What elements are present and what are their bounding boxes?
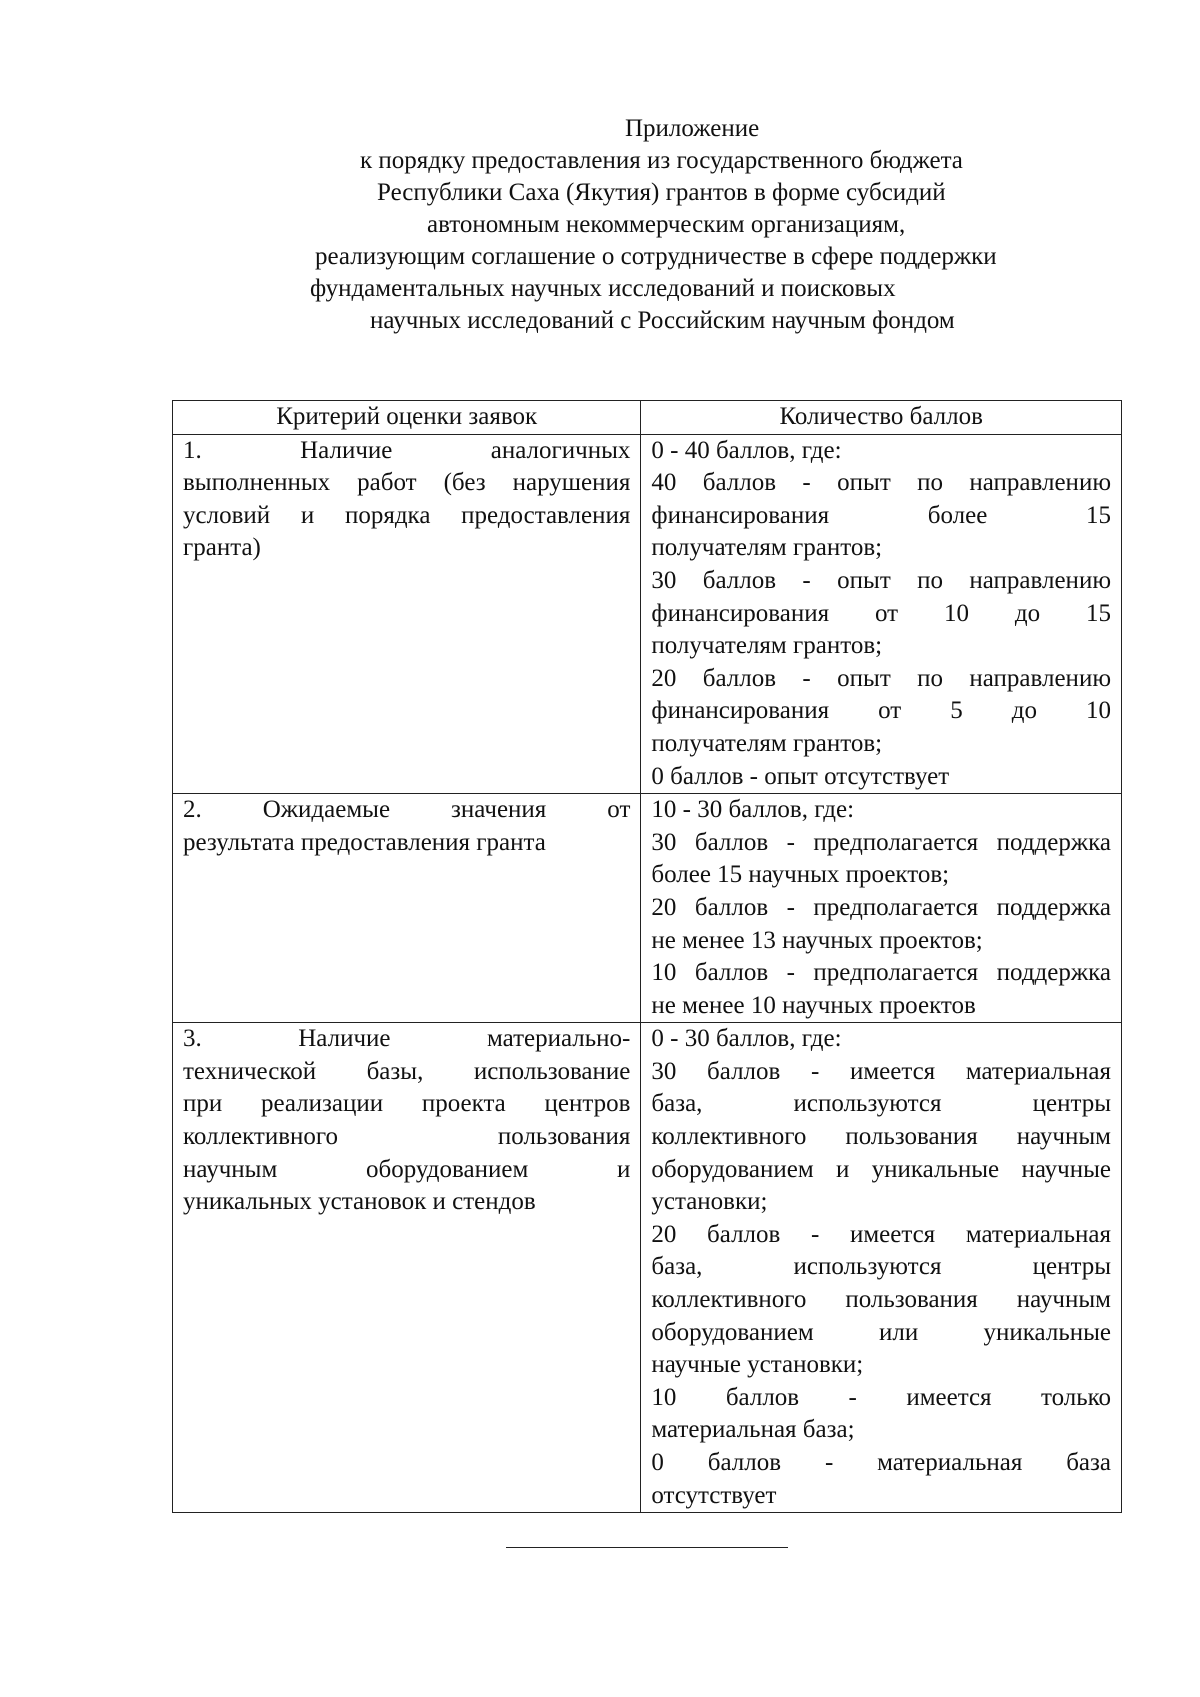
table-row <box>173 434 1122 794</box>
cell-line: 0 баллов - опыт отсутствует <box>651 762 950 790</box>
appendix-subtitle-line: Республики Саха (Якутия) грантов в форме субсидий <box>377 179 946 206</box>
appendix-subtitle-line: фундаментальных научных исследований и поисковых <box>310 275 896 302</box>
cell-line: финансирования более 15 <box>651 501 1111 529</box>
cell-line: 30 баллов - опыт по направлению <box>651 566 1111 594</box>
cell-line: получателям грантов; <box>651 729 883 757</box>
cell-line: 40 баллов - опыт по направлению <box>651 469 1111 497</box>
cell-line: 30 баллов - предполагается поддержка <box>651 828 1111 856</box>
appendix-subtitle-line: научных исследований с Российским научным фондом <box>370 307 955 334</box>
cell-line: не менее 13 научных проектов; <box>651 926 983 954</box>
cell-line: получателям грантов; <box>651 632 883 660</box>
cell-line: гранта) <box>183 534 261 562</box>
cell-line: научным оборудованием и <box>183 1155 631 1183</box>
cell-line: отсутствует <box>651 1481 777 1509</box>
cell-line: более 15 научных проектов; <box>651 861 950 889</box>
cell-line: при реализации проекта центров <box>183 1090 631 1118</box>
cell-line: финансирования от 5 до 10 <box>651 697 1111 725</box>
header-criterion: Критерий оценки заявок <box>173 401 641 435</box>
appendix-subtitle-line: к порядку предоставления из государственного бюджета <box>360 147 963 174</box>
cell-line: условий и порядка предоставления <box>183 501 631 529</box>
cell-line: 10 баллов - предполагается поддержка <box>651 959 1111 987</box>
table-header-row <box>173 401 1122 435</box>
criterion-cell <box>173 434 641 794</box>
cell-line: 1. Наличие аналогичных <box>183 436 631 464</box>
cell-line: оборудованием и уникальные научные <box>651 1155 1111 1183</box>
cell-line: выполненных работ (без нарушения <box>183 469 631 497</box>
cell-line: оборудованием или уникальные <box>651 1318 1111 1346</box>
cell-line: 10 - 30 баллов, где: <box>651 796 855 824</box>
criterion-cell <box>173 1023 641 1513</box>
cell-line: 2. Ожидаемые значения от <box>183 796 631 824</box>
appendix-title: Приложение <box>625 115 760 142</box>
cell-line: 20 баллов - опыт по направлению <box>651 664 1111 692</box>
cell-line: 0 баллов - материальная база <box>651 1449 1111 1476</box>
appendix-subtitle-line: реализующим соглашение о сотрудничестве в сфере поддержки <box>315 243 997 270</box>
appendix-subtitle-line: автономным некоммерческим организациям, <box>427 211 906 238</box>
cell-line: 30 баллов - имеется материальная <box>651 1057 1111 1085</box>
cell-line: база, используются центры <box>651 1253 1111 1281</box>
cell-line: коллективного пользования научным <box>651 1123 1111 1151</box>
cell-line: финансирования от 10 до 15 <box>651 599 1111 627</box>
cell-line: 10 баллов - имеется только <box>651 1383 1111 1411</box>
cell-line: 20 баллов - предполагается поддержка <box>651 893 1111 921</box>
points-cell <box>641 794 1122 1023</box>
cell-line: не менее 10 научных проектов <box>651 991 976 1019</box>
cell-line: 0 - 40 баллов, где: <box>651 436 842 464</box>
cell-line: 0 - 30 баллов, где: <box>651 1025 842 1053</box>
appendix-header <box>250 113 1150 337</box>
cell-line: научные установки; <box>651 1351 864 1379</box>
header-points: Количество баллов <box>641 401 1122 435</box>
cell-line: материальная база; <box>651 1416 855 1444</box>
cell-line: 3. Наличие материально- <box>183 1025 631 1053</box>
points-cell <box>641 1023 1122 1513</box>
cell-line: установки; <box>651 1188 768 1216</box>
cell-line: коллективного пользования научным <box>651 1286 1111 1314</box>
cell-line: уникальных установок и стендов <box>183 1188 536 1216</box>
cell-line: коллективного пользования <box>183 1123 631 1151</box>
table-row <box>173 1023 1122 1513</box>
table-row <box>173 794 1122 1023</box>
points-cell <box>641 434 1122 794</box>
cell-line: получателям грантов; <box>651 534 883 562</box>
criteria-table <box>172 400 1122 1513</box>
cell-line: технической базы, использование <box>183 1057 631 1085</box>
cell-line: база, используются центры <box>651 1090 1111 1118</box>
cell-line: 20 баллов - имеется материальная <box>651 1220 1111 1248</box>
criterion-cell <box>173 794 641 1023</box>
footer-divider <box>506 1547 788 1548</box>
cell-line: результата предоставления гранта <box>183 828 546 856</box>
